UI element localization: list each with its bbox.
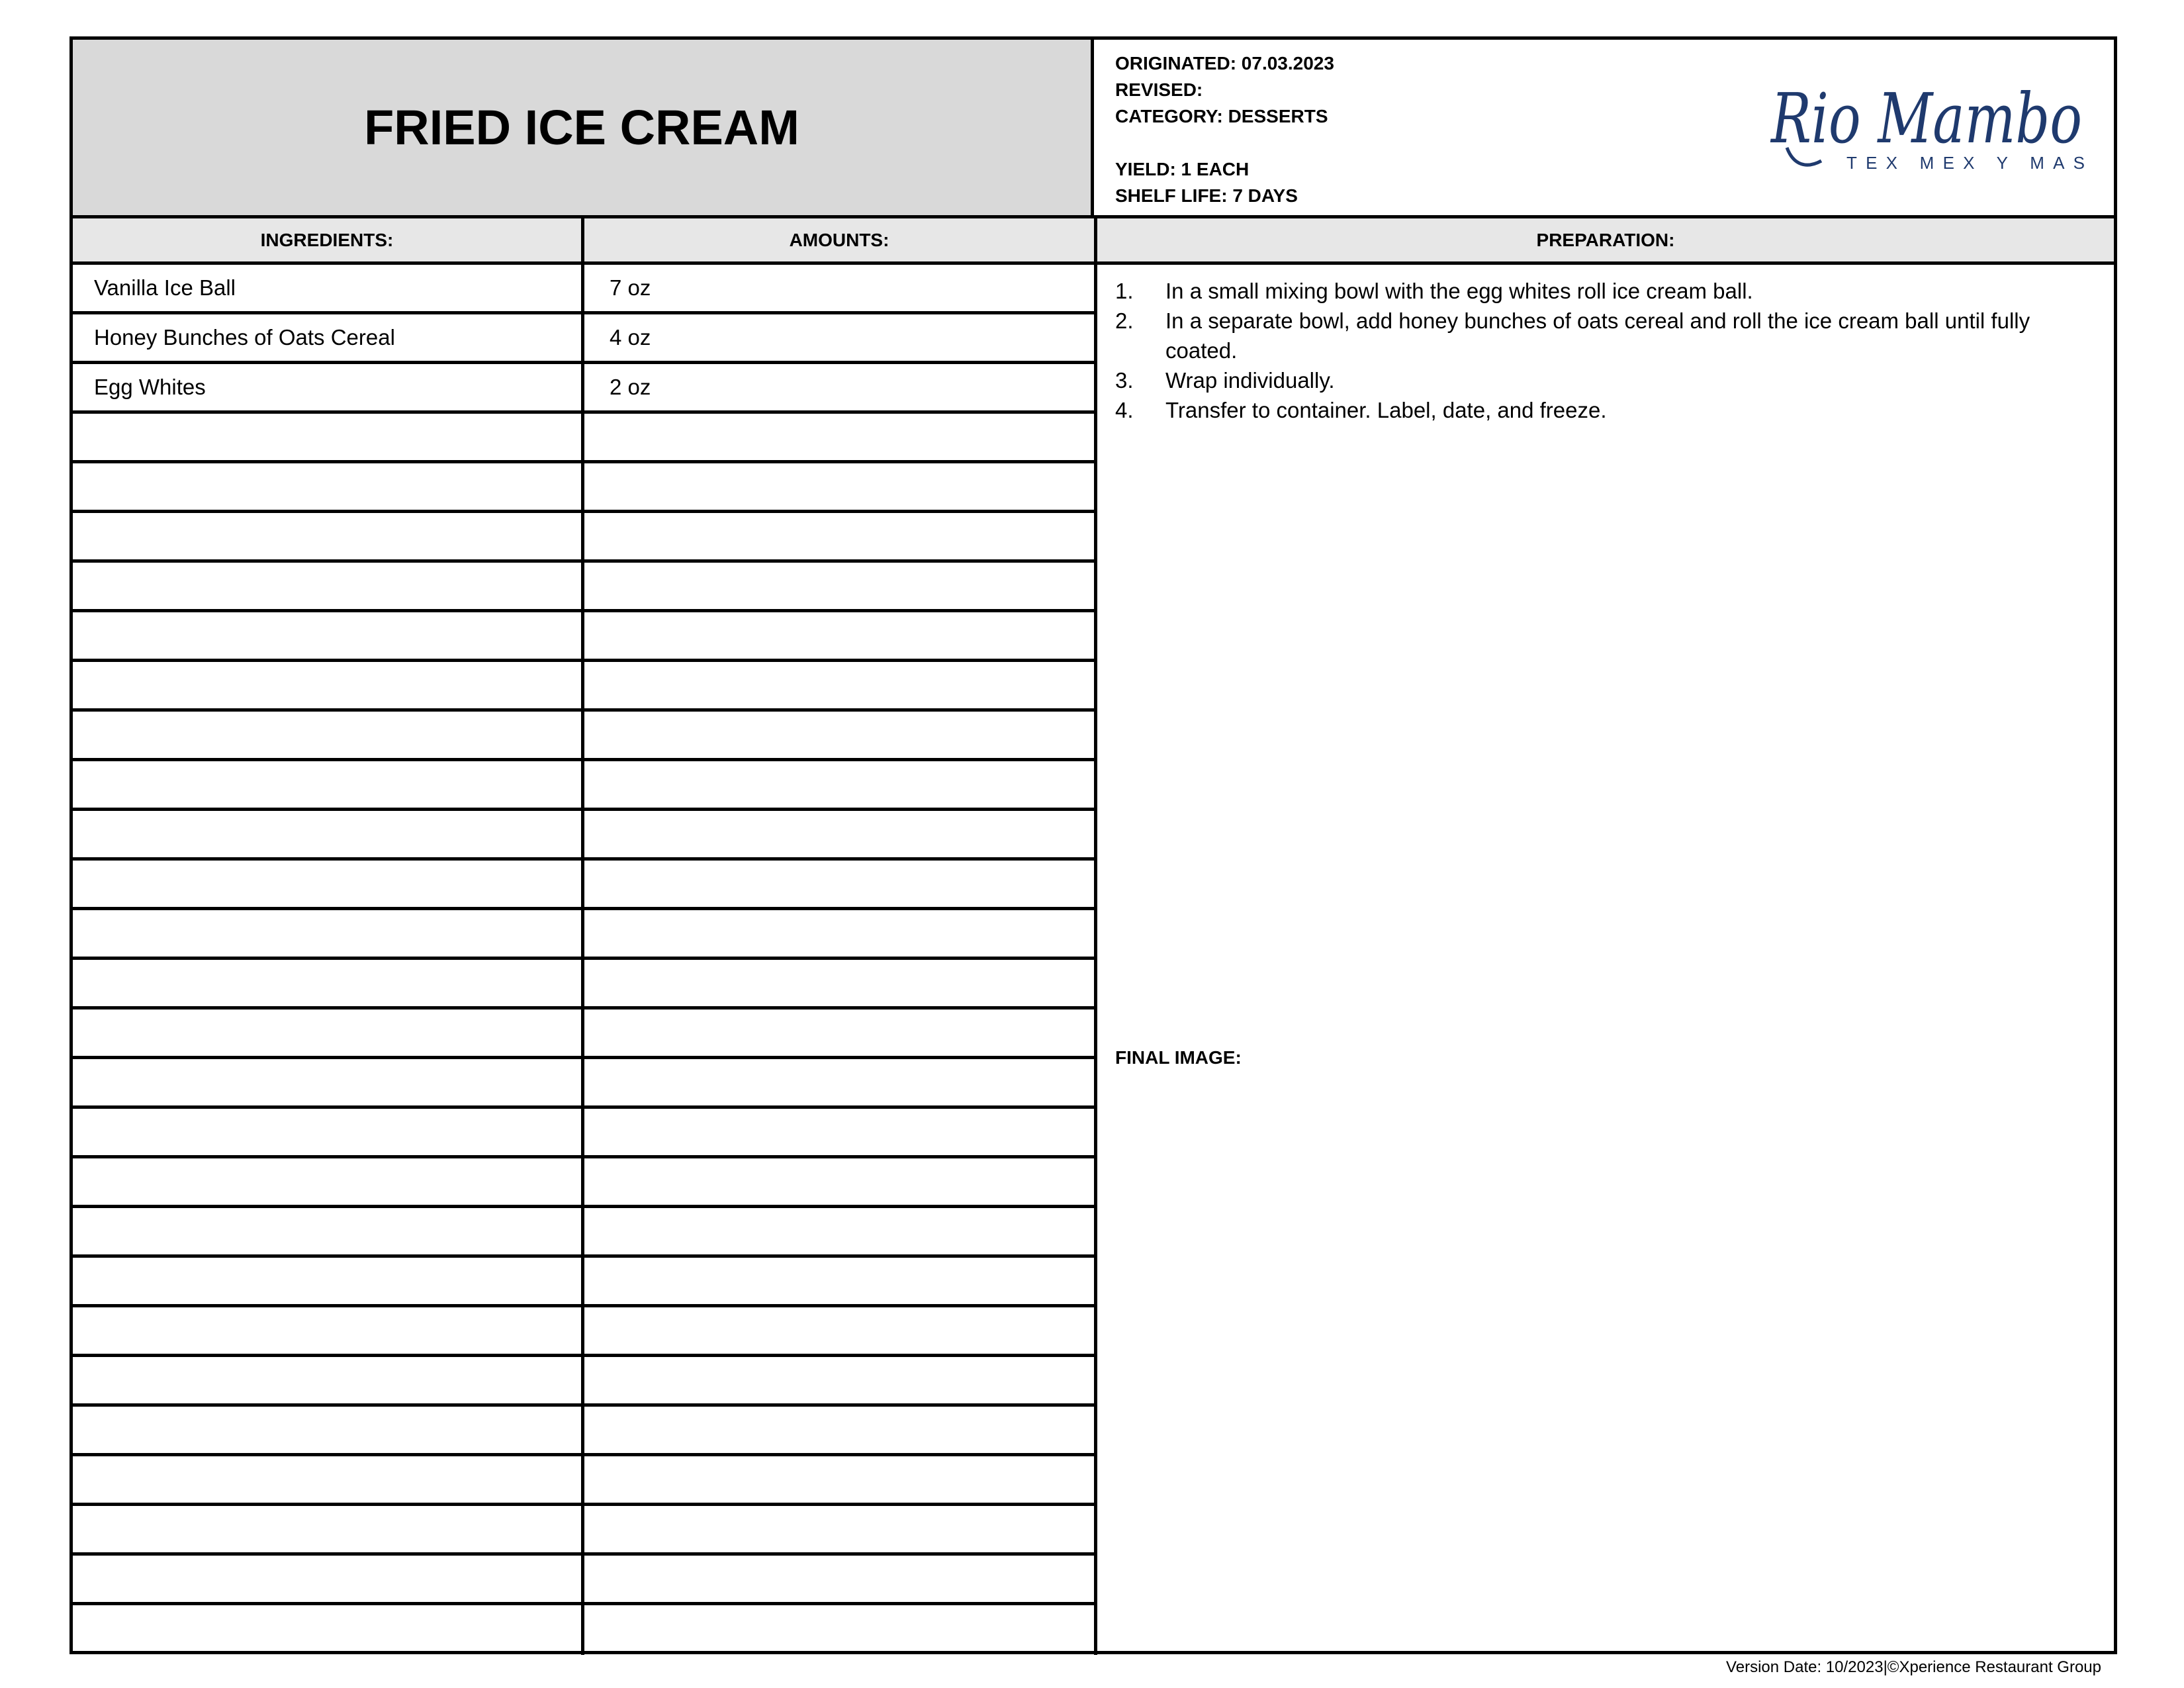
title-box — [73, 40, 1094, 215]
version-date: Version Date: 10/2023 — [1726, 1658, 1884, 1676]
copyright: ©Xperience Restaurant Group — [1887, 1658, 2101, 1676]
logo-tagline: TEX MEX Y MAS — [1846, 153, 2085, 173]
ingredient-amount — [584, 463, 1097, 510]
ingredient-name — [73, 1556, 584, 1602]
table-row — [73, 960, 1097, 1009]
ingredient-amount — [584, 1506, 1097, 1552]
step-text: In a separate bowl, add honey bunches of oats cereal and roll the ice cream ball until fully coated. — [1165, 308, 2030, 363]
table-row — [73, 1059, 1097, 1109]
table-row — [73, 712, 1097, 761]
ingredient-amount — [584, 761, 1097, 808]
ingredient-amount: 2 oz — [584, 364, 1097, 410]
ingredient-amount — [584, 414, 1097, 460]
table-row — [73, 1258, 1097, 1307]
ingredient-name — [73, 463, 584, 510]
recipe-card — [69, 36, 2117, 1654]
table-row — [73, 1506, 1097, 1556]
ingredient-name — [73, 910, 584, 957]
preparation-step — [1115, 306, 2095, 365]
ingredient-name — [73, 1009, 584, 1056]
amounts-header: AMOUNTS: — [584, 218, 1097, 265]
ingredient-amount — [584, 1258, 1097, 1304]
table-row — [73, 662, 1097, 712]
ingredient-name — [73, 1059, 584, 1105]
table-row — [73, 265, 1097, 314]
footer — [1726, 1658, 2101, 1677]
footer-separator: | — [1883, 1658, 1888, 1676]
ingredient-amount — [584, 1059, 1097, 1105]
ingredient-name — [73, 1605, 584, 1655]
step-text: Transfer to container. Label, date, and freeze. — [1165, 398, 1607, 422]
table-row — [73, 1109, 1097, 1158]
ingredient-name — [73, 513, 584, 559]
ingredient-amount — [584, 811, 1097, 857]
table-row — [73, 563, 1097, 612]
table-row — [73, 861, 1097, 910]
table-row — [73, 612, 1097, 662]
ingredient-amount — [584, 960, 1097, 1006]
ingredient-amount — [584, 1109, 1097, 1155]
ingredient-name — [73, 612, 584, 659]
ingredient-name: Vanilla Ice Ball — [73, 265, 584, 311]
final-image-label: FINAL IMAGE: — [1115, 1047, 1242, 1068]
ingredient-name — [73, 414, 584, 460]
step-number: 4. — [1115, 398, 1134, 422]
ingredient-amount — [584, 1605, 1097, 1655]
ingredient-amount — [584, 612, 1097, 659]
ingredient-name — [73, 1109, 584, 1155]
table-row — [73, 1307, 1097, 1357]
preparation-panel — [1097, 265, 2114, 1651]
ingredient-name — [73, 563, 584, 609]
ingredient-name — [73, 1506, 584, 1552]
ingredient-amount — [584, 1357, 1097, 1403]
table-row — [73, 463, 1097, 513]
ingredient-name — [73, 1208, 584, 1254]
table-row — [73, 1009, 1097, 1059]
ingredient-name — [73, 1307, 584, 1354]
rio-mambo-logo — [1767, 76, 2091, 182]
step-number: 3. — [1115, 368, 1134, 393]
table-row — [73, 414, 1097, 463]
ingredient-amount — [584, 712, 1097, 758]
step-number: 2. — [1115, 308, 1134, 333]
meta-spacer — [1115, 130, 1334, 156]
ingredient-name — [73, 960, 584, 1006]
ingredient-amount — [584, 910, 1097, 957]
step-number: 1. — [1115, 279, 1134, 303]
ingredient-amount: 4 oz — [584, 314, 1097, 361]
table-row — [73, 1357, 1097, 1407]
ingredient-name — [73, 811, 584, 857]
ingredient-name — [73, 1258, 584, 1304]
preparation-steps — [1115, 276, 2095, 425]
ingredient-amount — [584, 1158, 1097, 1205]
step-text: In a small mixing bowl with the egg whites roll ice cream ball. — [1165, 279, 1753, 303]
ingredient-amount — [584, 1208, 1097, 1254]
table-row — [73, 314, 1097, 364]
ingredient-name — [73, 1456, 584, 1503]
ingredient-amount: 7 oz — [584, 265, 1097, 311]
table-row — [73, 1456, 1097, 1506]
table-row — [73, 1605, 1097, 1655]
ingredient-amount — [584, 1556, 1097, 1602]
ingredient-name: Honey Bunches of Oats Cereal — [73, 314, 584, 361]
preparation-step — [1115, 276, 2095, 306]
originated-date: ORIGINATED: 07.03.2023 — [1115, 53, 1334, 73]
ingredient-name — [73, 712, 584, 758]
category: CATEGORY: DESSERTS — [1115, 106, 1328, 126]
ingredient-name — [73, 662, 584, 708]
table-row — [73, 364, 1097, 414]
recipe-meta — [1115, 50, 1334, 209]
ingredient-name — [73, 1357, 584, 1403]
ingredient-name — [73, 1158, 584, 1205]
table-row — [73, 1407, 1097, 1456]
table-row — [73, 761, 1097, 811]
table-row — [73, 1556, 1097, 1605]
step-text: Wrap individually. — [1165, 368, 1335, 393]
recipe-title: FRIED ICE CREAM — [364, 100, 799, 155]
ingredients-table — [73, 265, 1097, 1655]
table-row — [73, 811, 1097, 861]
ingredient-name — [73, 861, 584, 907]
table-row — [73, 513, 1097, 563]
preparation-step — [1115, 395, 2095, 425]
ingredient-amount — [584, 1307, 1097, 1354]
table-row — [73, 1208, 1097, 1258]
table-row — [73, 910, 1097, 960]
ingredient-amount — [584, 563, 1097, 609]
logo-wordmark: Rio Mambo — [1770, 78, 2082, 159]
ingredient-amount — [584, 1009, 1097, 1056]
table-row — [73, 1158, 1097, 1208]
shelf-life: SHELF LIFE: 7 DAYS — [1115, 185, 1298, 206]
ingredient-amount — [584, 662, 1097, 708]
ingredient-name: Egg Whites — [73, 364, 584, 410]
preparation-header: PREPARATION: — [1097, 218, 2114, 265]
ingredient-name — [73, 761, 584, 808]
ingredient-amount — [584, 513, 1097, 559]
ingredient-amount — [584, 1407, 1097, 1453]
ingredients-header: INGREDIENTS: — [73, 218, 584, 265]
preparation-step — [1115, 365, 2095, 395]
recipe-header — [73, 40, 2114, 218]
ingredient-name — [73, 1407, 584, 1453]
ingredient-amount — [584, 1456, 1097, 1503]
ingredient-amount — [584, 861, 1097, 907]
yield: YIELD: 1 EACH — [1115, 159, 1250, 179]
revised-date: REVISED: — [1115, 79, 1203, 100]
